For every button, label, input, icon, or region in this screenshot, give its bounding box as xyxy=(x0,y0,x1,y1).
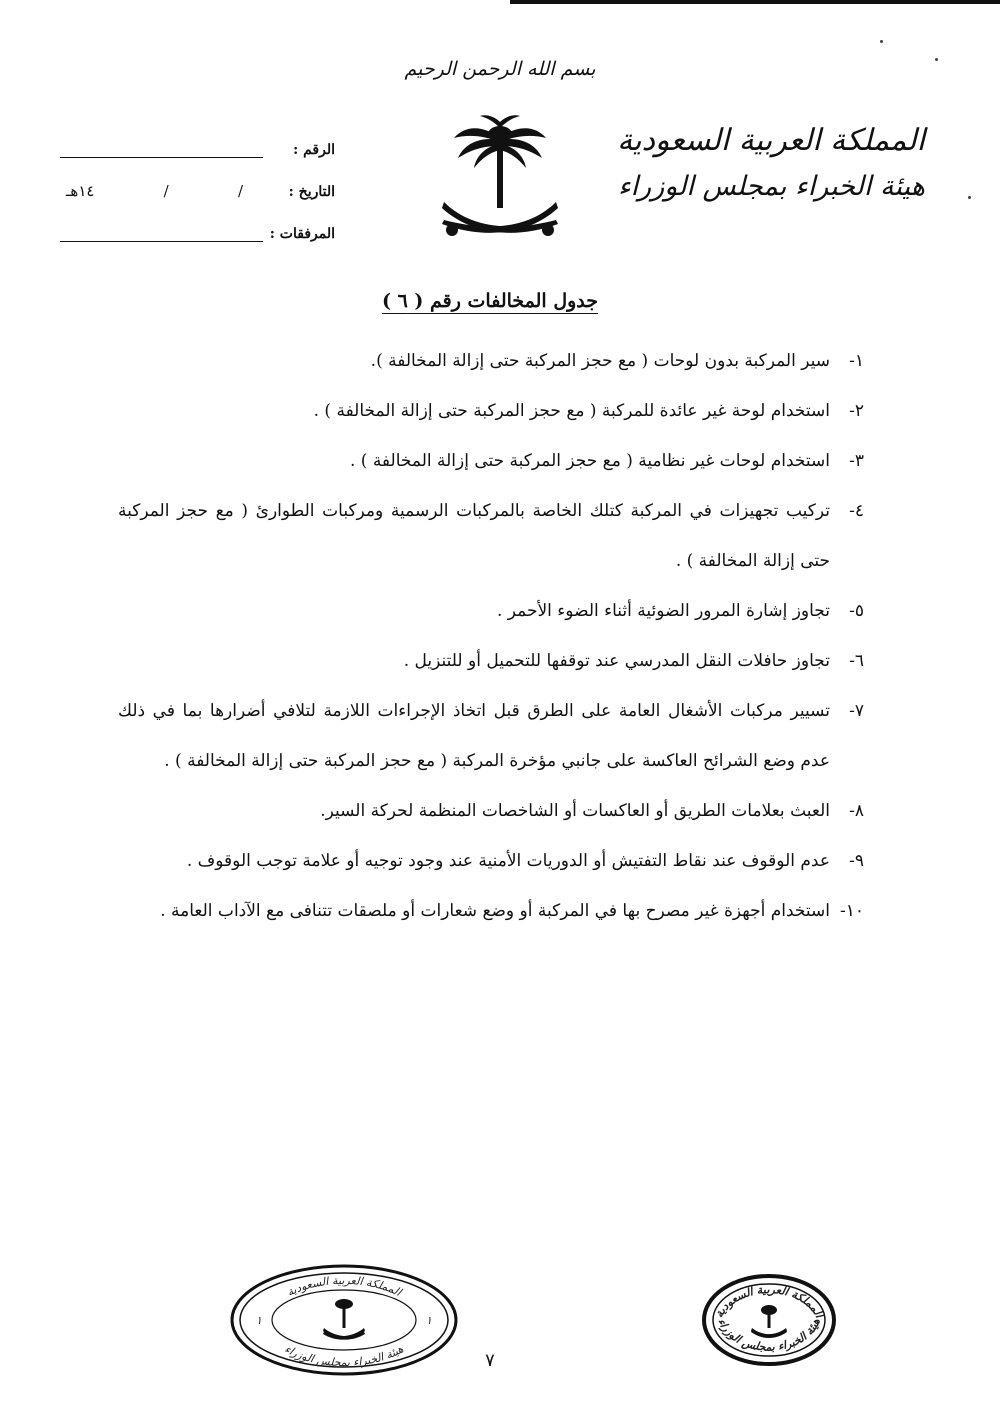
item-text: استخدام لوحات غير نظامية ( مع حجز المركبة حتى إزالة المخالفة ) . xyxy=(349,451,830,471)
item-text: تسيير مركبات الأشغال العامة على الطرق قبل اتخاذ الإجراءات اللازمة لتلافي أضرارها بما في ذلك عدم وضع الشرائح العاكسة على جانبي مؤخرة المركبة ( مع حجز المركبة حتى إزالة المخالفة ) . xyxy=(118,701,830,771)
item-number: ٦- xyxy=(849,651,864,671)
kingdom-name: المملكة العربية السعودية xyxy=(617,123,925,158)
list-item xyxy=(118,436,864,486)
date-slash: / xyxy=(163,182,169,200)
scan-speck xyxy=(935,58,938,61)
item-text: عدم الوقوف عند نقاط التفتيش أو الدوريات الأمنية عند وجود توجيه أو علامة توجب الوقوف . xyxy=(186,851,830,871)
seal-emblem-icon xyxy=(323,1299,365,1340)
list-item xyxy=(118,336,864,386)
item-number: ٧- xyxy=(849,701,864,721)
saudi-emblem-palm-swords-icon xyxy=(430,112,570,252)
attachments-row xyxy=(60,200,335,242)
item-text: سير المركبة بدون لوحات ( مع حجز المركبة حتى إزالة المخالفة ). xyxy=(370,351,830,371)
authority-name: هيئة الخبراء بمجلس الوزراء xyxy=(617,171,925,202)
item-number: ٣- xyxy=(849,451,864,471)
item-text: تجاوز إشارة المرور الضوئية أثناء الضوء الأحمر . xyxy=(496,601,830,621)
seal-left-number: ١ xyxy=(256,1314,262,1327)
item-text: استخدام أجهزة غير مصرح بها في المركبة أو وضع شعارات أو ملصقات تتنافى مع الآداب العامة . xyxy=(160,901,830,921)
item-text: استخدام لوحة غير عائدة للمركبة ( مع حجز المركبة حتى إزالة المخالفة ) . xyxy=(313,401,830,421)
seal-left-number: ١ xyxy=(426,1314,432,1327)
date-label: التاريخ : xyxy=(288,184,335,200)
item-number: ٨- xyxy=(849,801,864,821)
scan-speck xyxy=(968,196,971,199)
date-slash: / xyxy=(237,182,243,200)
item-number: ٩- xyxy=(849,851,864,871)
top-border-rule xyxy=(510,0,1000,4)
item-number: ١- xyxy=(849,351,864,371)
official-seal-left xyxy=(228,1262,460,1378)
seal-right-bottom-text: هيئة الخبراء بمجلس الوزراء xyxy=(715,1316,823,1354)
item-number: ٥- xyxy=(849,601,864,621)
seal-right-top-text: المملكة العربية السعودية xyxy=(712,1283,826,1320)
seal-emblem-icon xyxy=(751,1305,787,1338)
list-item xyxy=(118,486,864,586)
seal-left-top-text: المملكة العربية السعودية xyxy=(284,1273,404,1299)
seal-left-bottom-text: هيئة الخبراء بمجلس الوزراء xyxy=(282,1342,406,1370)
date-year-suffix: ١٤هـ xyxy=(66,182,95,200)
list-item xyxy=(118,686,864,786)
list-item xyxy=(118,636,864,686)
page-number: ٧ xyxy=(485,1350,495,1371)
document-title: جدول المخالفات رقم ( ٦ ) xyxy=(381,290,599,312)
basmala: بسم الله الرحمن الرحيم xyxy=(404,58,596,80)
item-text: تجاوز حافلات النقل المدرسي عند توقفها للتحميل أو للتنزيل . xyxy=(403,651,830,671)
list-item xyxy=(118,586,864,636)
list-item xyxy=(118,886,864,936)
date-row xyxy=(60,158,335,200)
item-text: العبث بعلامات الطريق أو العاكسات أو الشاخصات المنظمة لحركة السير. xyxy=(320,801,830,821)
reference-row xyxy=(60,116,335,158)
attachments-field xyxy=(60,219,263,242)
reference-field xyxy=(60,135,263,158)
list-item xyxy=(118,786,864,836)
scan-speck xyxy=(880,40,883,43)
reference-label: الرقم : xyxy=(293,142,335,158)
violations-list xyxy=(118,336,864,936)
government-header xyxy=(605,118,925,210)
item-number: ٢- xyxy=(849,401,864,421)
attachments-label: المرفقات : xyxy=(269,226,335,242)
item-text: تركيب تجهيزات في المركبة كتلك الخاصة بالمركبات الرسمية ومركبات الطوارئ ( مع حجز المركبة حتى إزالة المخالفة ) . xyxy=(118,501,830,571)
date-field xyxy=(60,182,263,200)
item-number: ١٠- xyxy=(839,901,864,921)
official-seal-right xyxy=(700,1272,838,1368)
list-item xyxy=(118,386,864,436)
item-number: ٤- xyxy=(849,501,864,521)
list-item xyxy=(118,836,864,886)
document-meta-block xyxy=(60,116,335,242)
